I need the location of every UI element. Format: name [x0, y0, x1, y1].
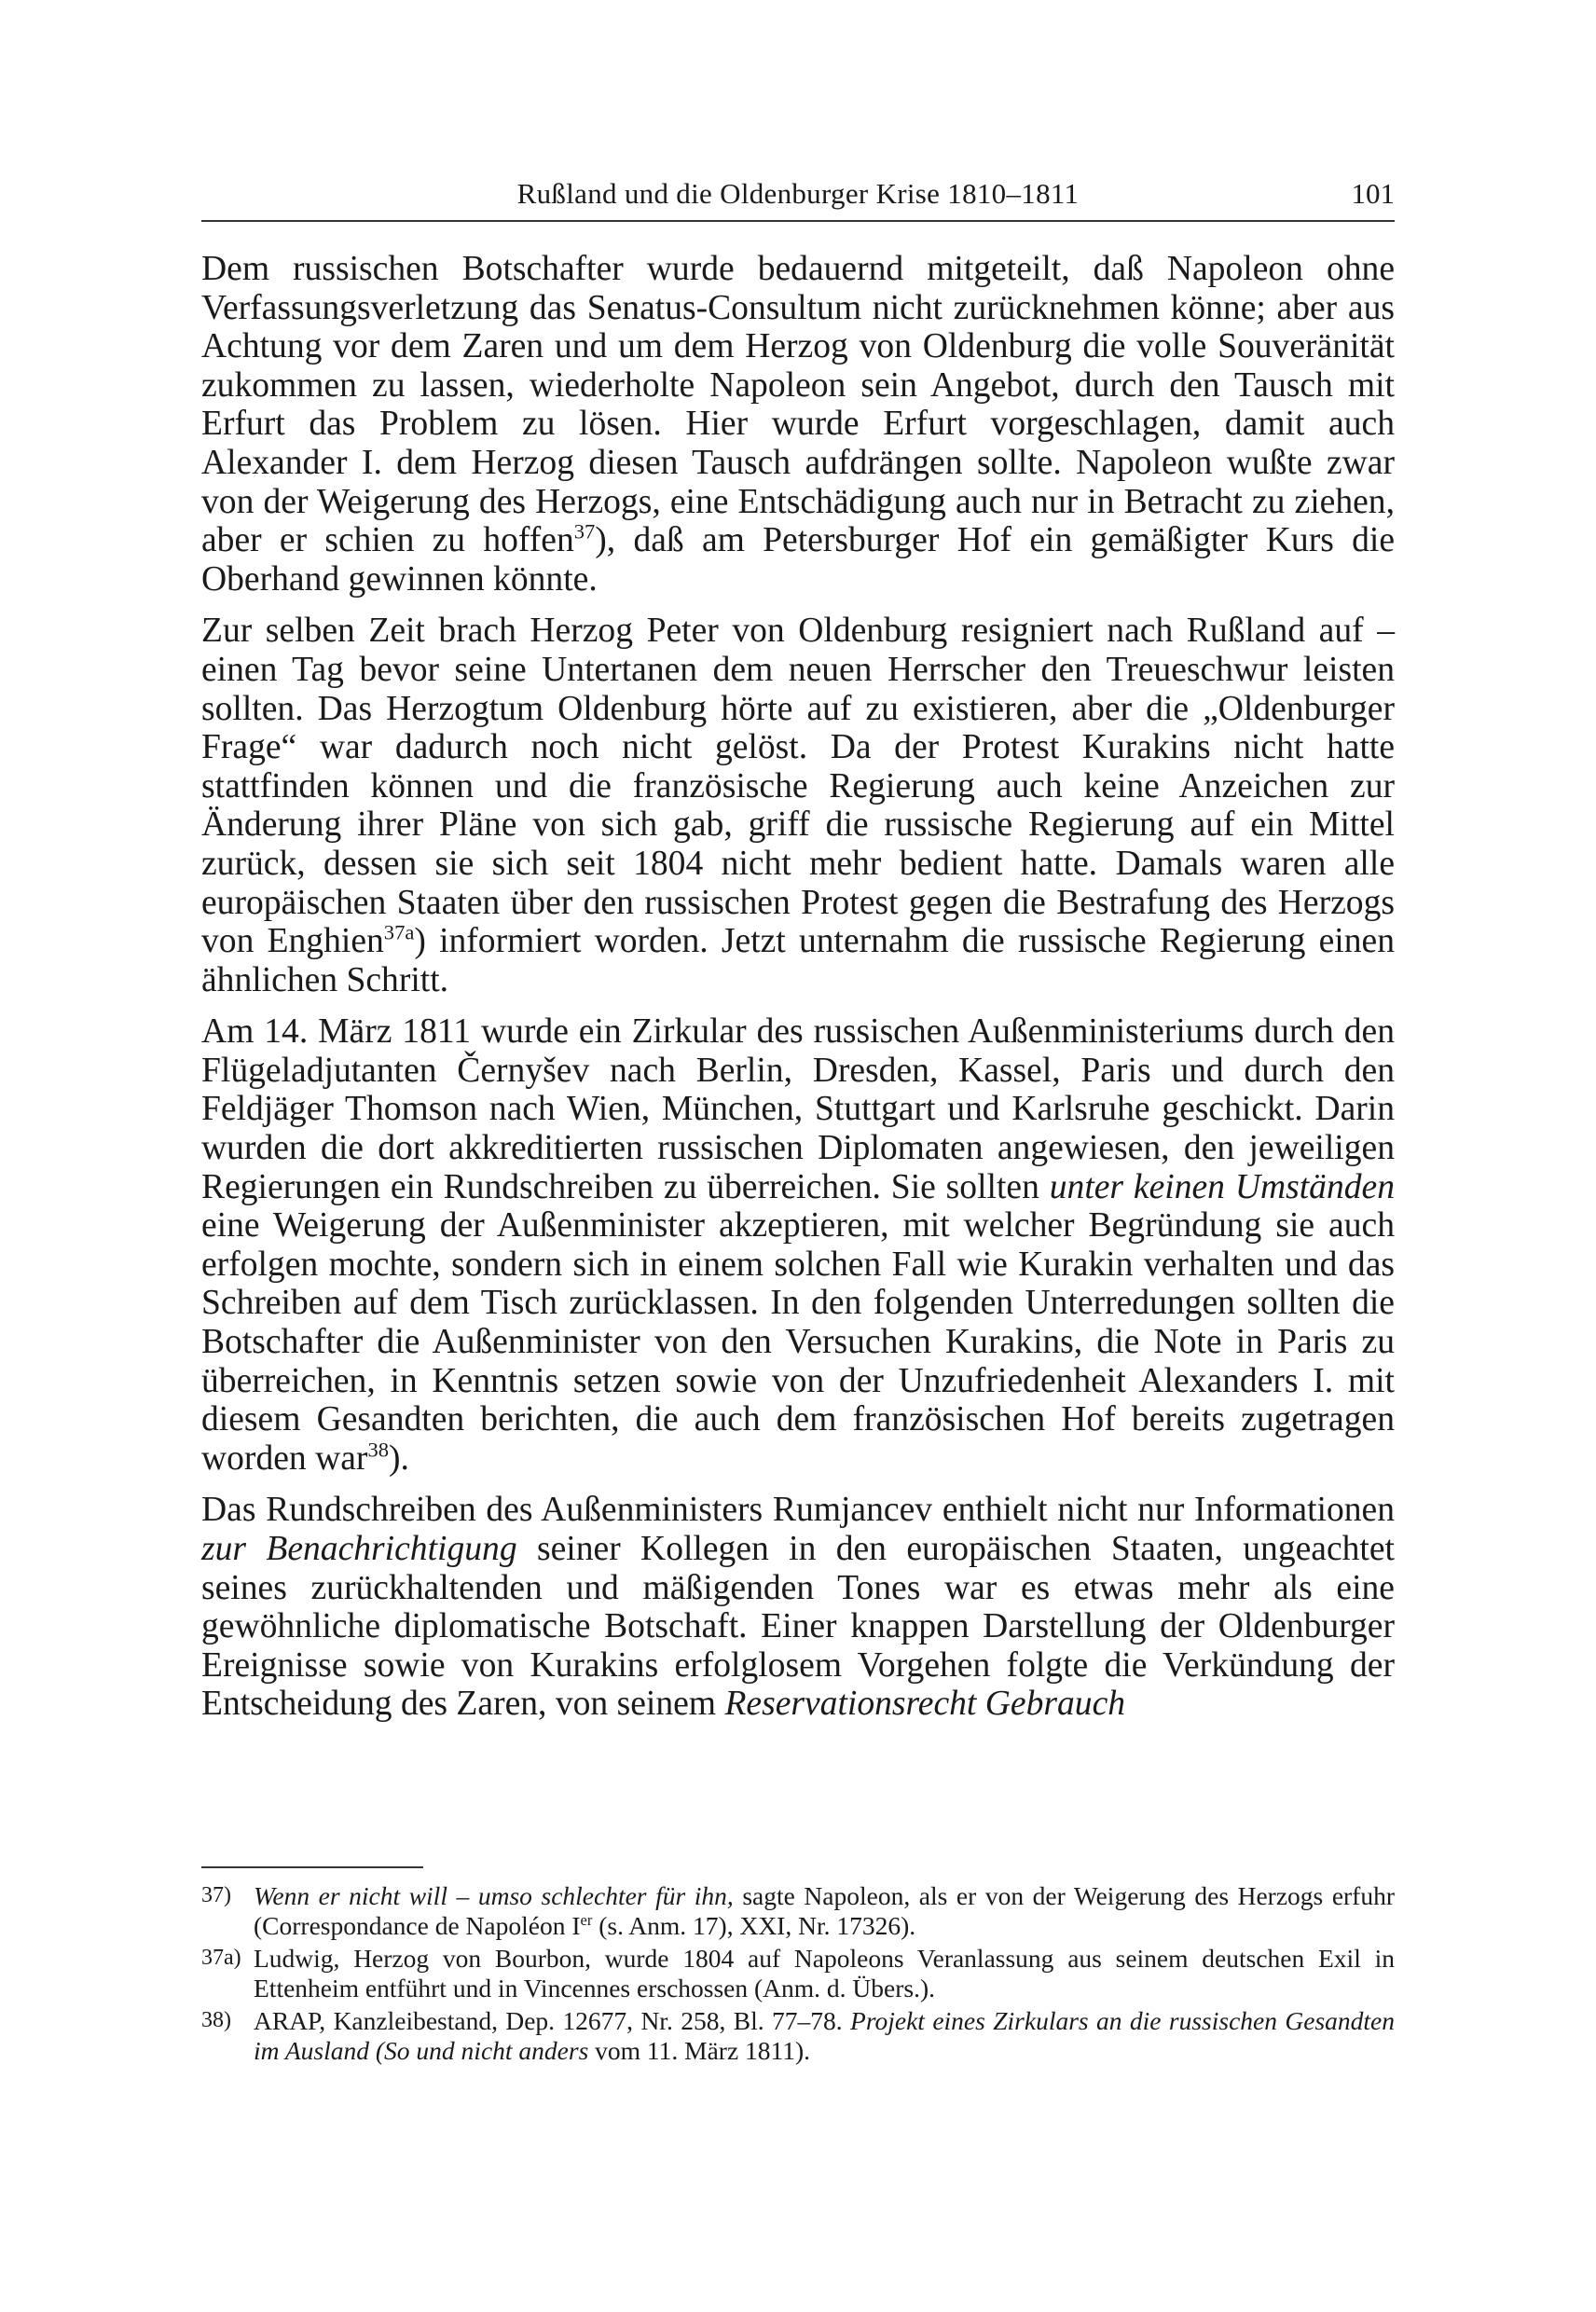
emphasis-text: zur Benachrichtigung [201, 1530, 517, 1568]
footnote-ref-37: 37 [573, 519, 596, 544]
paragraph-3 [201, 1012, 1395, 1478]
footnote-text: ARAP, Kanzleibestand, Dep. 12677, Nr. 258, Bl. 77–78. [254, 2006, 851, 2035]
paragraph-text: eine Weigerung der Außenminister akzeptieren, mit welcher Begründung sie auch erfolgen mochte, sondern sich in einem solchen Fall wie Kurakin verhalten und das Schreiben auf dem Tisch zurücklassen. In den folgenden Unterredungen sollten die Botschafter die Außenminister von den Versuchen Kurakins, die Note in Paris zu überreichen, in Kenntnis setzen sowie von der Unzufriedenheit Alexanders I. mit diesem Gesandten berichten, die auch dem französischen Hof bereits zugetragen worden war [201, 1206, 1395, 1478]
footnote-label: 37) [201, 1883, 231, 1907]
paragraph-text: ). [388, 1438, 409, 1478]
footnote-text: sagte Napoleon, als er von der Weigerung des Herzogs erfuhr (Correspondance de Napoléon I [254, 1881, 1395, 1940]
body-text [201, 250, 1395, 1724]
emphasis-text: unter keinen Umständen [1049, 1167, 1395, 1206]
paragraph-text: Am 14. März 1811 wurde ein Zirkular des russischen Außenministeriums durch den Flügeladjutanten Černyšev nach Berlin, Dresden, Kassel, Paris und durch den Feldjäger Thomson nach Wien, München, Stuttgart und Karlsruhe geschickt. Darin wurden die dort akkreditierten russischen Diplomaten angewiesen, den jeweiligen Regierungen ein Rundschreiben zu überreichen. Sie sollten [201, 1012, 1395, 1206]
footnote-text: Ludwig, Herzog von Bourbon, wurde 1804 auf Napoleons Veranlassung aus seinem deutschen Exil in Ettenheim entführt und in Vincennes erschossen (Anm. d. Übers.). [254, 1944, 1395, 2002]
emphasis-text: Reservationsrecht Gebrauch [724, 1685, 1126, 1724]
footnotes [201, 1881, 1395, 2069]
footnote-emphasis: Wenn er nicht will – umso schlechter für ihn, [254, 1881, 734, 1910]
paragraph-text: ), daß am Petersburger Hof ein gemäßigter Kurs die Oberhand gewinnen könnte. [201, 521, 1396, 599]
footnote-superscript: er [580, 1910, 593, 1929]
paragraph-4 [201, 1491, 1395, 1724]
footnote-ref-37a: 37a [383, 920, 415, 944]
footnote-37 [201, 1881, 1395, 1940]
footnote-label: 37a) [201, 1946, 241, 1970]
footnote-emphasis: Projekt eines Zirkulars an die russischen Gesandten im Ausland (So und nicht anders [254, 2006, 1395, 2065]
footnote-38 [201, 2006, 1395, 2065]
paragraph-text: Zur selben Zeit brach Herzog Peter von Oldenburg resigniert nach Rußland auf – einen Tag bevor seine Untertanen dem neuen Herrscher den Treueschwur leisten sollten. Das Herzogtum Oldenburg hörte auf zu existieren, aber die „Oldenburger Frage“ war dadurch noch nicht gelöst. Da der Protest Kurakins nicht hatte stattfinden können und die französische Regierung auch keine Anzeichen zur Änderung ihrer Pläne von sich gab, griff die russische Regierung auf ein Mittel zurück, dessen sie sich seit 1804 nicht mehr bedient hatte. Damals waren alle europäischen Staaten über den russischen Protest gegen die Bestrafung des Herzogs von Enghien [201, 612, 1395, 961]
paragraph-text: Das Rundschreiben des Außenministers Rumjancev enthielt nicht nur Informationen [201, 1491, 1395, 1530]
paragraph-text: Dem russischen Botschafter wurde bedauernd mitgeteilt, daß Napoleon ohne Verfassungsverletzung das Senatus-Consultum nicht zurücknehmen könne; aber aus Achtung vor dem Zaren und um dem Herzog von Oldenburg die volle Souveränität zukommen zu lassen, wiederholte Napoleon sein Angebot, durch den Tausch mit Erfurt das Problem zu lösen. Hier wurde Erfurt vorgeschlagen, damit auch Alexander I. dem Herzog diesen Tausch aufdrängen sollte. Napoleon wußte zwar von der Weigerung des Herzogs, eine Entschädigung auch nur in Betracht zu ziehen, aber er schien zu hoffen [201, 250, 1395, 560]
paragraph-2 [201, 612, 1395, 999]
footnote-text: (s. Anm. 17), XXI, Nr. 17326). [592, 1910, 916, 1940]
footnote-37a [201, 1944, 1395, 2002]
footnote-ref-38: 38 [367, 1438, 389, 1462]
running-title: Rußland und die Oldenburger Krise 1810–1811 [516, 177, 1080, 210]
paragraph-1 [201, 250, 1395, 599]
footnote-text: vom 11. März 1811). [588, 2035, 811, 2065]
paragraph-text: ) informiert worden. Jetzt unternahm die russische Regierung einen ähnlichen Schritt. [201, 922, 1395, 999]
header-rule [201, 220, 1395, 222]
page-number: 101 [1351, 177, 1395, 210]
running-header [201, 173, 1395, 214]
paragraph-text: seiner Kollegen in den europäischen Staaten, ungeachtet seines zurückhaltenden und mäßigenden Tones war es etwas mehr als eine gewöhnliche diplomatische Botschaft. Einer knappen Darstellung der Oldenburger Ereignisse sowie von Kurakins erfolglosem Vorgehen folgte die Verkündung der Entscheidung des Zaren, von seinem [201, 1530, 1395, 1724]
footnote-rule [201, 1866, 423, 1868]
footnote-label: 38) [201, 2008, 231, 2032]
